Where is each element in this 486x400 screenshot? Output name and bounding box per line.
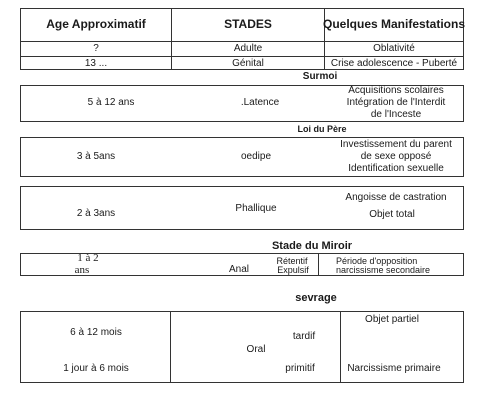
manif-latence-2: Intégration de l'Interdit: [346, 97, 446, 108]
sub-tardif: tardif: [292, 331, 316, 342]
sub-primitif: primitif: [285, 363, 315, 374]
sub-retentif: Rétentif: [276, 256, 308, 266]
sub-expulsif: Expulsif: [277, 265, 309, 275]
age-adulte: ?: [93, 43, 99, 54]
manif-latence-1: Acquisitions scolaires: [348, 85, 444, 96]
manif-oedipe-2: de sexe opposé: [360, 151, 432, 162]
age-latence: 5 à 12 ans: [87, 97, 135, 108]
stade-genital: Génital: [232, 58, 264, 69]
stade-latence: .Latence: [240, 97, 280, 108]
age-anal-1: 1 à 2: [77, 252, 99, 264]
separator-surmoi: Surmoi: [302, 71, 338, 82]
manif-oral-2: Narcissisme primaire: [347, 363, 441, 374]
divider: [20, 56, 464, 57]
separator-sevrage: sevrage: [295, 292, 337, 304]
header-stades: STADES: [224, 17, 272, 31]
age-genital: 13 ...: [84, 58, 108, 69]
manif-phallique-1: Angoisse de castration: [345, 192, 447, 203]
divider: [318, 253, 319, 276]
age-oedipe: 3 à 5ans: [76, 151, 116, 162]
manif-phallique-2: Objet total: [369, 209, 415, 220]
separator-stade-miroir: Stade du Miroir: [271, 240, 353, 252]
age-anal-2: ans: [74, 264, 90, 276]
manif-anal-2: narcissisme secondaire: [336, 265, 431, 275]
age-oral-1: 6 à 12 mois: [70, 327, 122, 338]
stade-oedipe: oedipe: [240, 151, 272, 162]
manif-oedipe-3: Identification sexuelle: [348, 163, 444, 174]
stade-oral: Oral: [246, 344, 266, 355]
header-age: Age Approximatif: [46, 17, 146, 31]
manif-genital: Crise adolescence - Puberté: [330, 58, 458, 69]
age-phallique: 2 à 3ans: [76, 208, 116, 219]
divider: [20, 41, 464, 42]
manif-adulte: Oblativité: [373, 43, 415, 54]
divider: [340, 311, 341, 383]
separator-loi-du-pere: Loi du Père: [297, 124, 347, 134]
manif-oedipe-1: Investissement du parent: [340, 139, 452, 150]
stade-anal: Anal: [228, 264, 250, 275]
age-oral-2: 1 jour à 6 mois: [63, 363, 129, 374]
stade-phallique: Phallique: [235, 203, 277, 214]
manif-anal-1: Période d'opposition: [336, 256, 418, 266]
manif-oral-1: Objet partiel: [365, 314, 419, 325]
divider: [171, 8, 172, 70]
header-manifestations: Quelques Manifestations: [322, 17, 466, 31]
divider: [170, 311, 171, 383]
stade-adulte: Adulte: [233, 43, 263, 54]
manif-latence-3: de l'Inceste: [370, 109, 422, 120]
